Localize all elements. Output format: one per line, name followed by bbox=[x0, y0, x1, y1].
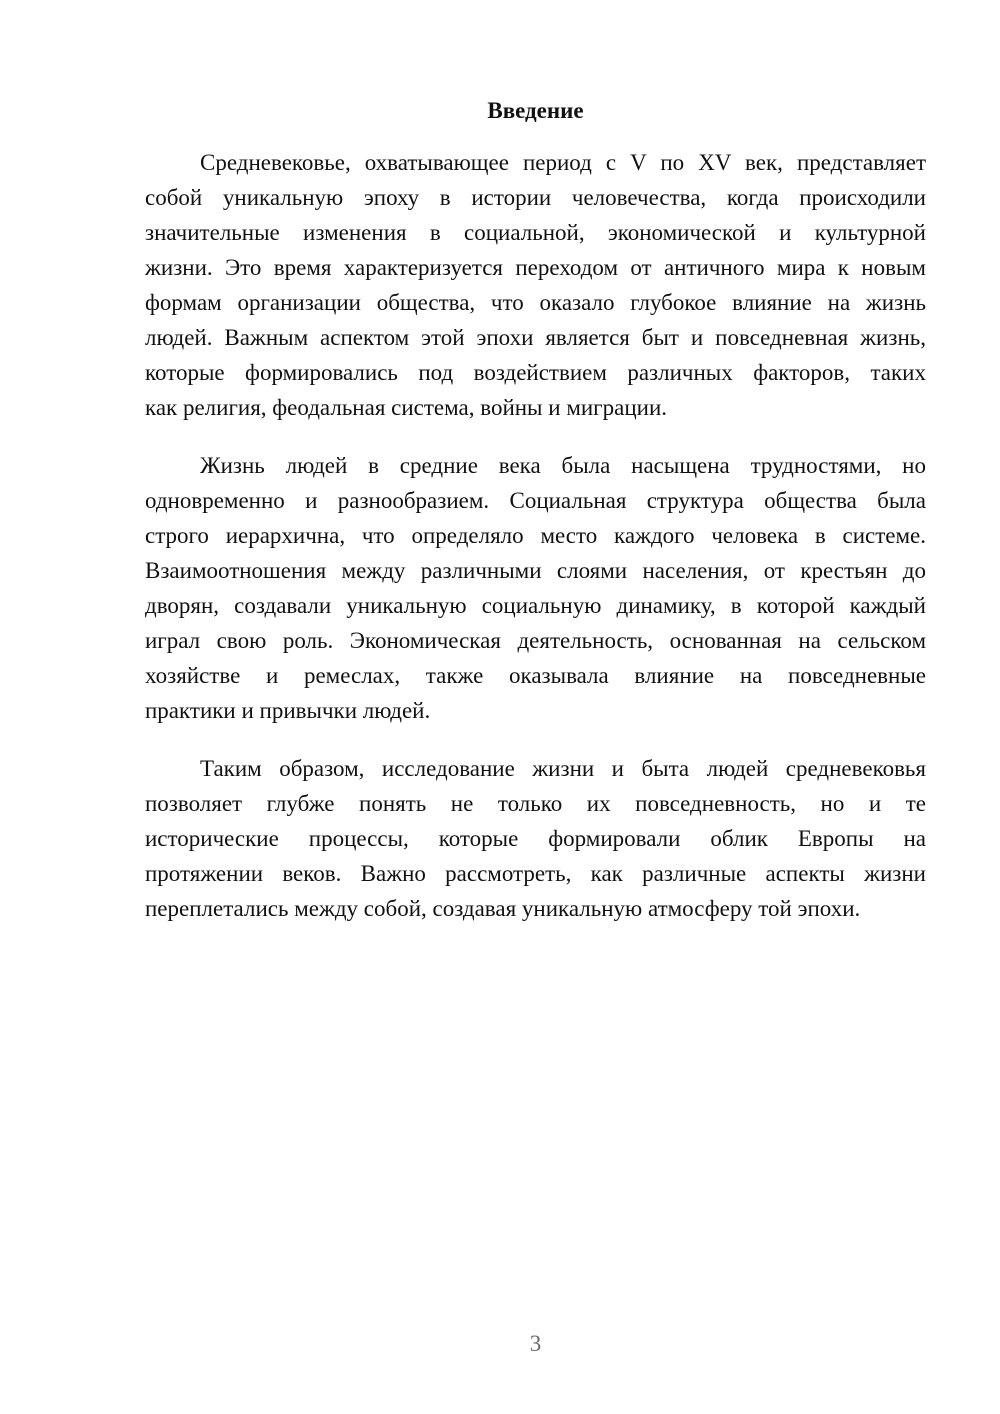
text-line: как религия, феодальная система, войны и миграции. bbox=[145, 395, 668, 420]
paragraph bbox=[145, 751, 926, 926]
text-line: Жизнь людей в средние века была насыщена трудностями, но bbox=[200, 453, 926, 478]
text-line: позволяет глубже понять не только их повседневность, но и те bbox=[145, 791, 926, 816]
paragraph bbox=[145, 145, 926, 425]
page-number: 3 bbox=[529, 1331, 542, 1356]
text-line: хозяйстве и ремеслах, также оказывала влияние на повседневные bbox=[145, 663, 926, 688]
text-line: которые формировались под воздействием различных факторов, таких bbox=[145, 360, 926, 385]
text-line: собой уникальную эпоху в истории человечества, когда происходили bbox=[145, 185, 926, 210]
text-line: жизни. Это время характеризуется переходом от античного мира к новым bbox=[145, 255, 926, 280]
text-line: формам организации общества, что оказало глубокое влияние на жизнь bbox=[145, 290, 926, 315]
text-line: практики и привычки людей. bbox=[145, 698, 431, 723]
text-line: дворян, создавали уникальную социальную динамику, в которой каждый bbox=[145, 593, 926, 618]
text-line: одновременно и разнообразием. Социальная структура общества была bbox=[145, 488, 926, 513]
paragraph bbox=[145, 448, 926, 728]
text-line: играл свою роль. Экономическая деятельность, основанная на сельском bbox=[145, 628, 926, 653]
document-body bbox=[145, 93, 926, 949]
text-line: Таким образом, исследование жизни и быта людей средневековья bbox=[200, 756, 926, 781]
text-line: Взаимоотношения между различными слоями населения, от крестьян до bbox=[145, 558, 926, 583]
text-line: протяжении веков. Важно рассмотреть, как различные аспекты жизни bbox=[145, 861, 926, 886]
text-line: строго иерархична, что определяло место каждого человека в системе. bbox=[145, 523, 926, 548]
section-title: Введение bbox=[487, 98, 584, 123]
text-line: Средневековье, охватывающее период с V по XV век, представляет bbox=[200, 150, 926, 175]
text-line: исторические процессы, которые формировали облик Европы на bbox=[145, 826, 926, 851]
text-line: значительные изменения в социальной, экономической и культурной bbox=[145, 220, 926, 245]
text-line: людей. Важным аспектом этой эпохи является быт и повседневная жизнь, bbox=[145, 325, 926, 350]
text-line: переплетались между собой, создавая уникальную атмосферу той эпохи. bbox=[145, 896, 861, 921]
